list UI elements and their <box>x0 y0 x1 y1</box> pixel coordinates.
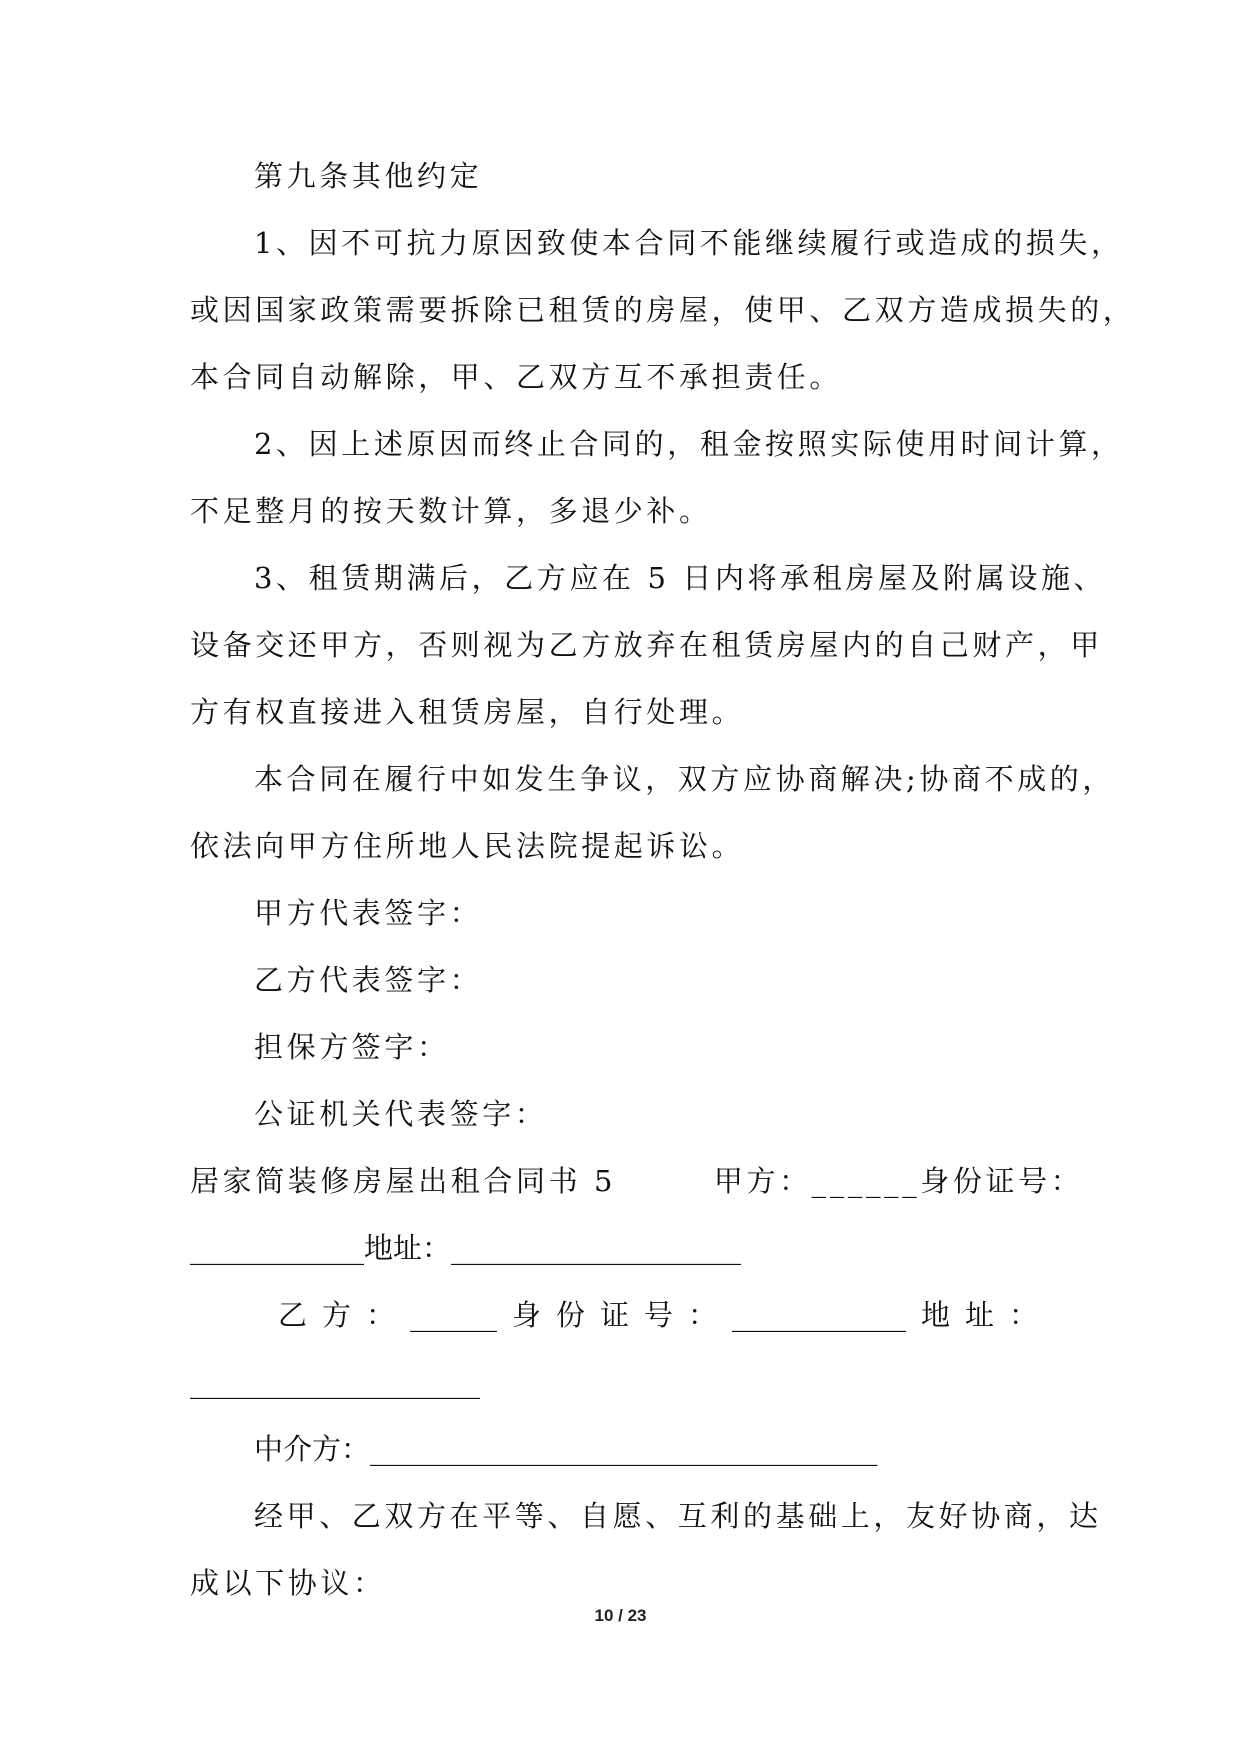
party-b-char: 址 <box>964 1298 994 1332</box>
party-b-char: ： <box>366 1298 396 1332</box>
paragraph-line: 依法向甲方住所地人民法院提起诉讼。 <box>190 829 745 863</box>
party-b-char: 份 <box>555 1298 585 1332</box>
party-b-char: 乙 <box>278 1298 308 1332</box>
paragraph-line: 或因国家政策需要拆除已租赁的房屋，使甲、乙双方造成损失的， <box>190 293 1136 327</box>
party-b-blank: ____________ <box>731 1298 906 1332</box>
signature-notary: 公证机关代表签字： <box>254 1097 548 1131</box>
signature-party-a: 甲方代表签字： <box>254 896 483 930</box>
party-b-line <box>278 1295 1038 1335</box>
intermediary-line: 中介方：___________________________________ <box>254 1432 878 1466</box>
party-b-address-blank: ____________________ <box>190 1365 480 1399</box>
paragraph-line: 成以下协议： <box>190 1566 386 1600</box>
party-b-char: 方 <box>322 1298 352 1332</box>
contract-title-line: 居家简装修房屋出租合同书 5 甲方：______身份证号： <box>190 1164 1084 1198</box>
paragraph-line: 3、租赁期满后，乙方应在 5 日内将承租房屋及附属设施、 <box>254 561 1107 595</box>
party-b-char: 地 <box>920 1298 950 1332</box>
paragraph-line: 2、因上述原因而终止合同的，租金按照实际使用时间计算， <box>254 427 1124 461</box>
paragraph-line: 经甲、乙双方在平等、自愿、互利的基础上，友好协商，达 <box>254 1499 1102 1533</box>
party-b-char: 号 <box>643 1298 673 1332</box>
page-number: 10 / 23 <box>594 1606 647 1625</box>
paragraph-line: 1、因不可抗力原因致使本合同不能继续履行或造成的损失， <box>254 226 1124 260</box>
party-b-char: ： <box>687 1298 717 1332</box>
signature-guarantor: 担保方签字： <box>254 1030 450 1064</box>
paragraph-line: 设备交还甲方，否则视为乙方放弃在租赁房屋内的自己财产，甲 <box>190 628 1103 662</box>
article-heading: 第九条其他约定 <box>254 159 483 193</box>
party-b-char: 身 <box>511 1298 541 1332</box>
signature-party-b: 乙方代表签字： <box>254 963 483 997</box>
paragraph-line: 不足整月的按天数计算，多退少补。 <box>190 494 712 528</box>
paragraph-line: 本合同自动解除，甲、乙双方互不承担责任。 <box>190 360 843 394</box>
party-b-char: 证 <box>599 1298 629 1332</box>
party-b-blank: ______ <box>410 1298 497 1332</box>
paragraph-line: 方有权直接进入租赁房屋，自行处理。 <box>190 695 745 729</box>
party-b-char: ： <box>1008 1298 1038 1332</box>
paragraph-line: 本合同在履行中如发生争议，双方应协商解决;协商不成的， <box>254 762 1115 796</box>
party-a-address-line: ____________地址：____________________ <box>190 1231 742 1265</box>
